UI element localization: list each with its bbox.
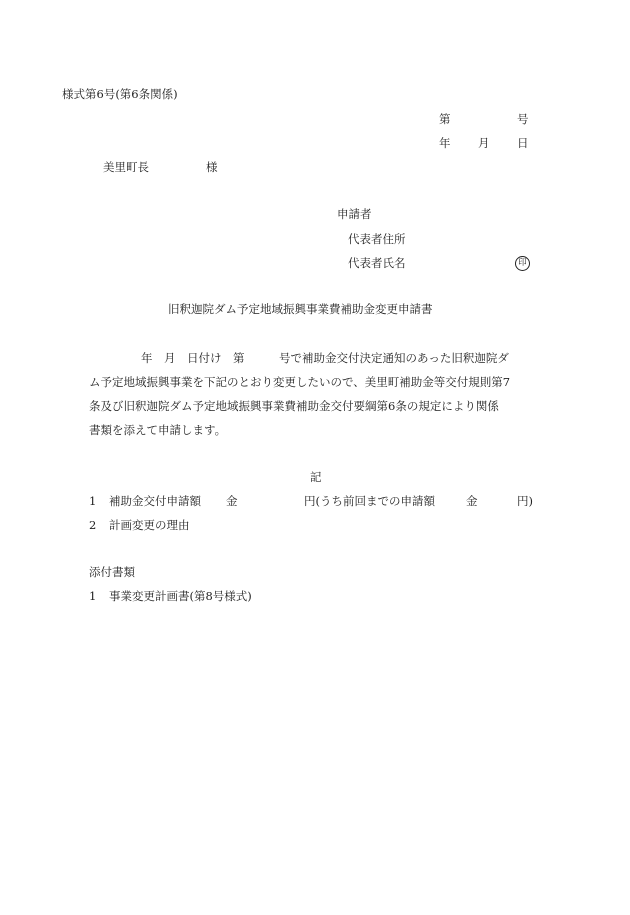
applicant-label: 申請者: [337, 207, 372, 221]
body-line-2: ム予定地域振興事業を下記のとおり変更したいので、美里町補助金等交付規則第7: [89, 375, 511, 389]
body-line-1: 年 月 日付け 第 号で補助金交付決定通知のあった旧釈迦院ダ: [141, 351, 509, 365]
date-month: 月: [478, 136, 490, 150]
body-line-4: 書類を添えて申請します。: [89, 423, 227, 437]
number-prefix: 第: [439, 112, 451, 126]
number-suffix: 号: [517, 112, 529, 126]
ki-heading: 記: [310, 470, 322, 484]
addressee-honorific: 様: [206, 160, 218, 174]
addressee-name: 美里町長: [103, 160, 149, 174]
item-1-number: 1: [89, 494, 97, 508]
attachment-1-label: 事業変更計画書(第8号様式): [109, 589, 252, 603]
item-1-label: 補助金交付申請額: [109, 494, 201, 508]
body-line-3: 条及び旧釈迦院ダム予定地域振興事業費補助金交付要綱第6条の規定により関係: [89, 399, 499, 413]
date-year: 年: [439, 136, 451, 150]
item-2-number: 2: [89, 518, 97, 532]
representative-address-label: 代表者住所: [348, 232, 406, 246]
attachment-1-number: 1: [89, 589, 97, 603]
document-title: 旧釈迦院ダム予定地域振興事業費補助金変更申請書: [168, 302, 433, 316]
item-1-en-previous: 円): [517, 494, 533, 508]
form-number-label: 様式第6号(第6条関係): [62, 87, 178, 101]
item-1-kin-previous: 金: [466, 494, 478, 508]
seal-icon: 印: [515, 256, 530, 271]
item-1-en: 円(うち前回までの申請額: [304, 494, 435, 508]
item-2-label: 計画変更の理由: [109, 518, 190, 532]
date-day: 日: [517, 136, 529, 150]
representative-name-label: 代表者氏名: [348, 256, 406, 270]
item-1-kin: 金: [226, 494, 238, 508]
attachments-heading: 添付書類: [89, 565, 135, 579]
